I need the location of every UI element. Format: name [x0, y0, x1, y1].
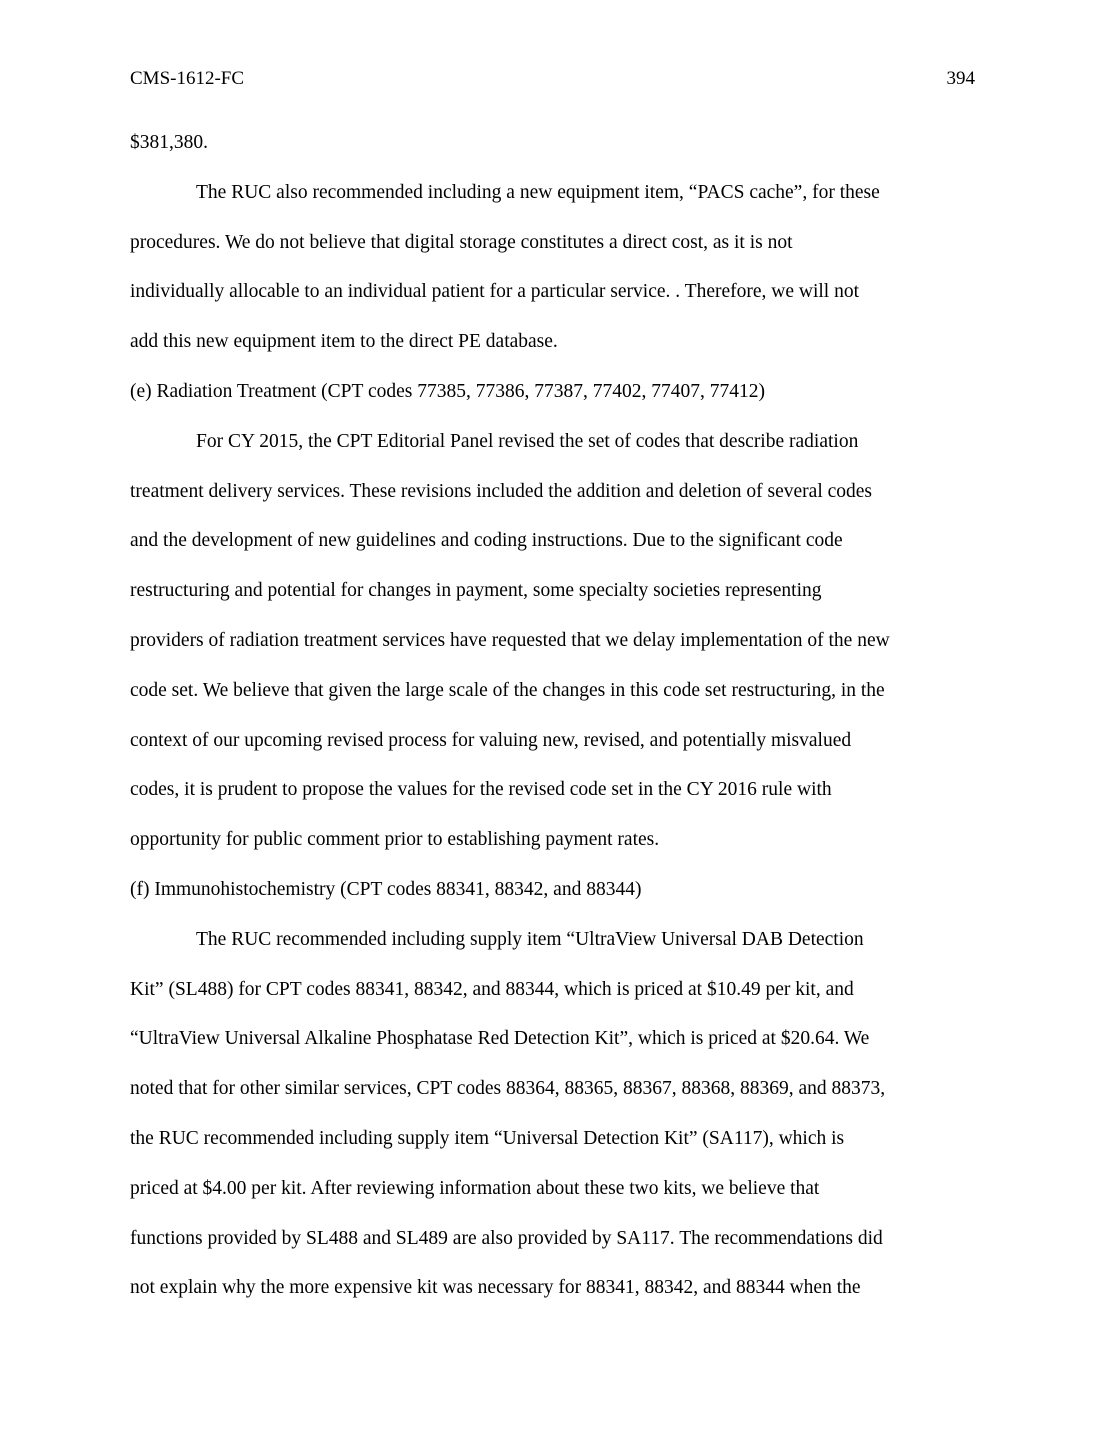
paragraph-first-line: For CY 2015, the CPT Editorial Panel revised the set of codes that describe radiation [196, 430, 859, 452]
text-line: codes, it is prudent to propose the values for the revised code set in the CY 2016 rule with [130, 779, 832, 801]
page-header [130, 66, 975, 92]
paragraph-first-line: The RUC also recommended including a new equipment item, “PACS cache”, for these [196, 181, 880, 203]
text-line: context of our upcoming revised process for valuing new, revised, and potentially misvalued [130, 729, 852, 751]
text-line: providers of radiation treatment services have requested that we delay implementation of the new [130, 629, 890, 651]
paragraph-first-line: The RUC recommended including supply item “UltraView Universal DAB Detection [196, 928, 864, 950]
text-line: noted that for other similar services, CPT codes 88364, 88365, 88367, 88368, 88369, and 88373, [130, 1078, 886, 1100]
text-line: code set. We believe that given the large scale of the changes in this code set restructuring, in the [130, 679, 885, 701]
text-line: functions provided by SL488 and SL489 are also provided by SA117. The recommendations did [130, 1227, 883, 1249]
section-heading-radiation-treatment: (e) Radiation Treatment (CPT codes 77385, 77386, 77387, 77402, 77407, 77412) [130, 380, 765, 402]
text-line: restructuring and potential for changes in payment, some specialty societies representing [130, 580, 822, 602]
page-number: 394 [946, 68, 975, 89]
text-line: individually allocable to an individual patient for a particular service. . Therefore, we will not [130, 281, 860, 303]
document-body [130, 118, 976, 1313]
text-line: “UltraView Universal Alkaline Phosphatase Red Detection Kit”, which is priced at $20.64. We [130, 1028, 870, 1050]
text-line: and the development of new guidelines and coding instructions. Due to the significant code [130, 530, 843, 552]
text-line: procedures. We do not believe that digital storage constitutes a direct cost, as it is not [130, 231, 793, 253]
text-line: $381,380. [130, 132, 208, 153]
text-line: the RUC recommended including supply item “Universal Detection Kit” (SA117), which is [130, 1127, 845, 1149]
section-heading-immunohistochemistry: (f) Immunohistochemistry (CPT codes 88341, 88342, and 88344) [130, 878, 642, 900]
document-id: CMS-1612-FC [130, 68, 245, 89]
text-line: treatment delivery services. These revisions included the addition and deletion of several codes [130, 480, 873, 502]
text-line: not explain why the more expensive kit was necessary for 88341, 88342, and 88344 when the [130, 1277, 861, 1299]
text-line: Kit” (SL488) for CPT codes 88341, 88342, and 88344, which is priced at $10.49 per kit, and [130, 978, 854, 1000]
text-line: opportunity for public comment prior to establishing payment rates. [130, 829, 660, 851]
text-line: priced at $4.00 per kit. After reviewing information about these two kits, we believe that [130, 1177, 820, 1199]
text-line: add this new equipment item to the direct PE database. [130, 331, 558, 353]
